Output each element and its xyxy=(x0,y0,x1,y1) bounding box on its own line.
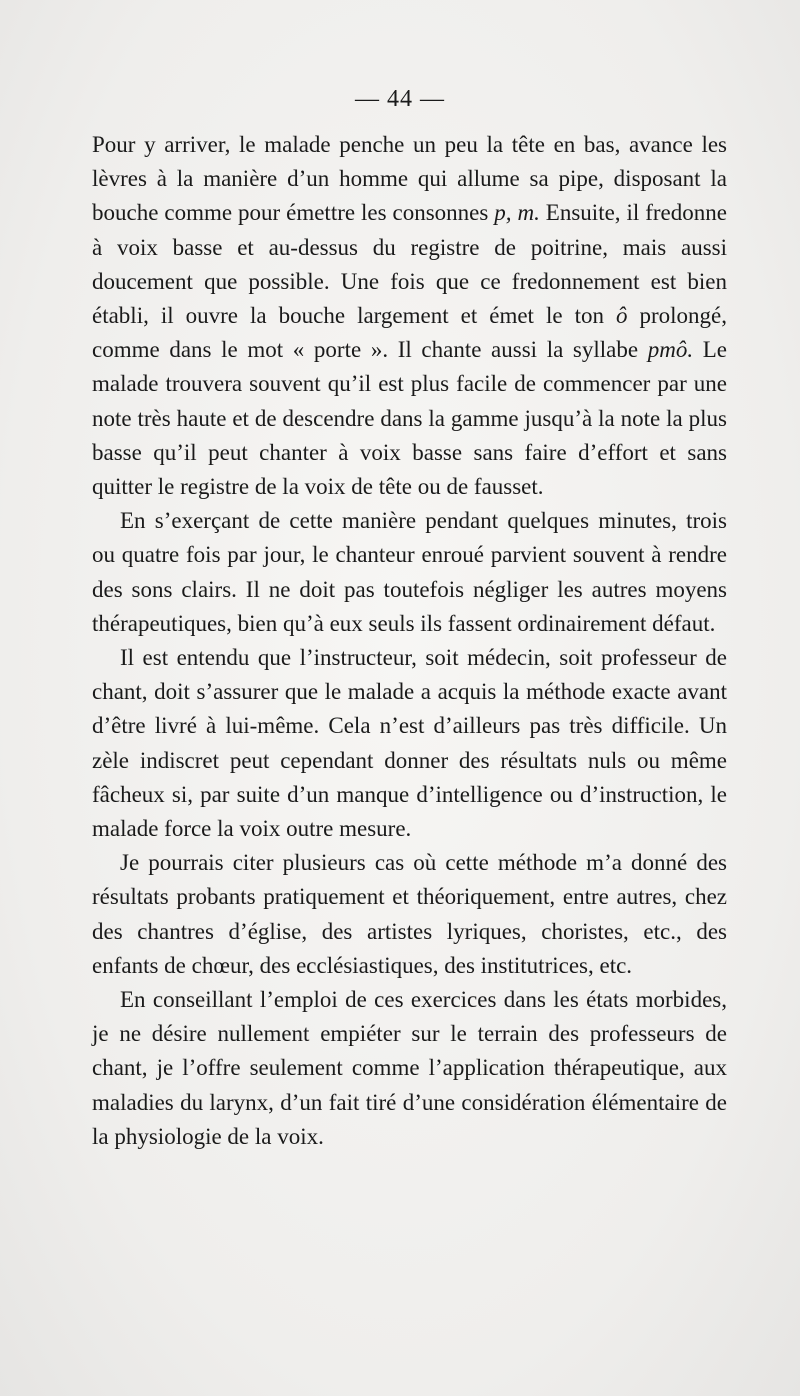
paragraph-1-italic-consonants: p, m. xyxy=(494,200,540,226)
paragraph-1-part-c: prolongé, comme dans le mot « porte ». Il chante aussi la syllabe xyxy=(92,303,727,363)
paragraph-1-italic-vowel: ô xyxy=(615,303,628,329)
paragraph-1-italic-syllable: pmô. xyxy=(647,337,694,363)
paragraph-1 xyxy=(92,128,727,504)
paragraph-1-part-d: Le malade trouvera souvent qu’il est plus facile de commencer par une note très haute et de descendre dans la gamme jusqu’à la note la plus basse qu’il peut chanter à voix basse sans faire d’effort et sans quitter le registre de la voix de tête ou de fausset. xyxy=(92,337,727,500)
paragraph-3: Il est entendu que l’instructeur, soit médecin, soit professeur de chant, doit s’assurer que le malade a acquis la méthode exacte avant d’être livré à lui-même. Cela n’est d’ailleurs pas très difficile. Un zèle indiscret peut cependant donner des résultats nuls ou même fâcheux si, par suite d’un manque d’intelligence ou d’instruction, le malade force la voix outre mesure. xyxy=(92,645,727,842)
paragraph-4: Je pourrais citer plusieurs cas où cette méthode m’a donné des résultats probants pratiquement et théoriquement, entre autres, chez des chantres d’église, des artistes lyriques, choristes, etc., des enfants de chœur, des ecclésiastiques, des institutrices, etc. xyxy=(92,850,727,978)
body-text xyxy=(92,128,727,1154)
page-number: — 44 — xyxy=(355,86,445,112)
paragraph-5: En conseillant l’emploi de ces exercices dans les états morbides, je ne désire nullement empiéter sur le terrain des professeurs de chant, je l’offre seulement comme l’application thérapeutique, aux maladies du larynx, d’un fait tiré d’une considération élémentaire de la physiologie de la voix. xyxy=(92,987,727,1149)
paragraph-2: En s’exerçant de cette manière pendant quelques minutes, trois ou quatre fois par jour, le chanteur enroué parvient souvent à rendre des sons clairs. Il ne doit pas toutefois négliger les autres moyens thérapeutiques, bien qu’à eux seuls ils fassent ordinairement défaut. xyxy=(92,508,727,636)
paragraph-1-part-b: Ensuite, il fredonne à voix basse et au-dessus du registre de poitrine, mais aussi doucement que possible. Une fois que ce fredonnement est bien établi, il ouvre la bouche largement et émet le ton xyxy=(92,200,727,329)
paragraph-1-part-a: Pour y arriver, le malade penche un peu la tête en bas, avance les lèvres à la manière d’un homme qui allume sa pipe, disposant la bouche comme pour émettre les consonnes xyxy=(92,132,727,226)
